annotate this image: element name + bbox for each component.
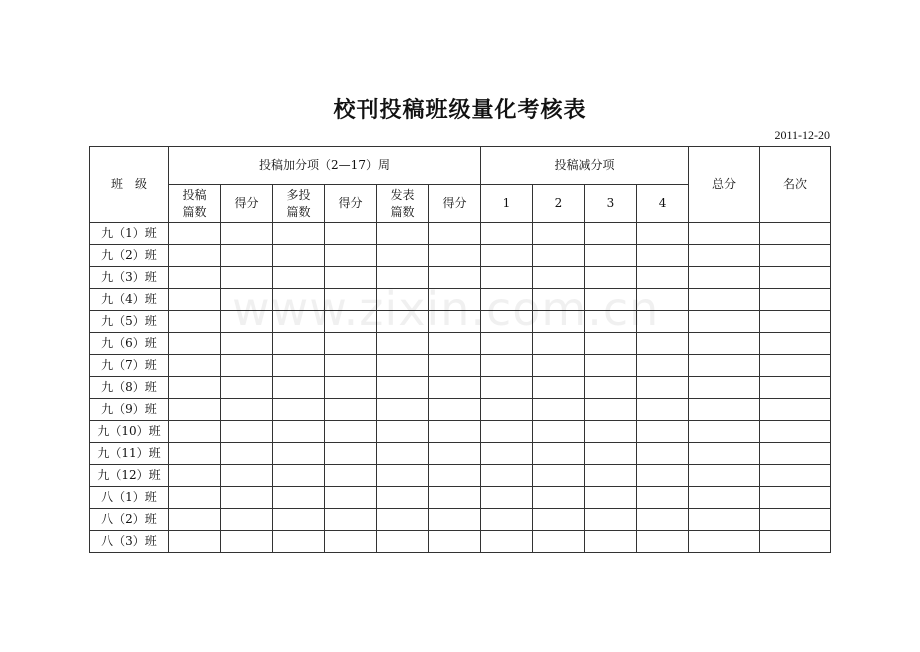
score-cell[interactable] <box>325 465 377 487</box>
score-cell[interactable] <box>377 509 429 531</box>
score-cell[interactable] <box>760 267 831 289</box>
minus-items-header: 投稿减分项 <box>481 147 689 185</box>
score-cell[interactable] <box>325 487 377 509</box>
score-cell[interactable] <box>377 421 429 443</box>
score-cell[interactable] <box>637 443 689 465</box>
score-cell[interactable] <box>221 245 273 267</box>
score-cell[interactable] <box>689 443 760 465</box>
header-row-1 <box>90 147 831 185</box>
score-cell[interactable] <box>481 465 533 487</box>
score-cell[interactable] <box>273 509 325 531</box>
score-cell[interactable] <box>689 311 760 333</box>
score-cell[interactable] <box>273 421 325 443</box>
class-name-cell: 九（4）班 <box>90 289 169 311</box>
score-cell[interactable] <box>760 355 831 377</box>
score-cell[interactable] <box>481 531 533 553</box>
sub-header-cell: 得分 <box>325 185 377 223</box>
class-name-cell: 九（11）班 <box>90 443 169 465</box>
table-row <box>90 355 831 377</box>
table-row <box>90 509 831 531</box>
total-score-header: 总分 <box>689 147 760 223</box>
score-cell[interactable] <box>429 443 481 465</box>
score-cell[interactable] <box>533 465 585 487</box>
score-cell[interactable] <box>637 531 689 553</box>
score-cell[interactable] <box>481 377 533 399</box>
score-cell[interactable] <box>585 509 637 531</box>
sub-header-cell: 投稿 篇数 <box>169 185 221 223</box>
score-cell[interactable] <box>637 509 689 531</box>
score-cell[interactable] <box>760 245 831 267</box>
score-cell[interactable] <box>169 245 221 267</box>
score-cell[interactable] <box>689 245 760 267</box>
score-cell[interactable] <box>533 443 585 465</box>
score-cell[interactable] <box>689 487 760 509</box>
score-cell[interactable] <box>585 531 637 553</box>
score-cell[interactable] <box>760 399 831 421</box>
score-cell[interactable] <box>273 399 325 421</box>
minus-item-header: 1 <box>481 185 533 223</box>
score-cell[interactable] <box>585 223 637 245</box>
minus-item-header: 4 <box>637 185 689 223</box>
class-name-cell: 九（8）班 <box>90 377 169 399</box>
class-name-cell: 八（1）班 <box>90 487 169 509</box>
score-cell[interactable] <box>637 223 689 245</box>
class-column-header: 班 级 <box>90 147 169 223</box>
table-row <box>90 223 831 245</box>
score-cell[interactable] <box>760 333 831 355</box>
score-cell[interactable] <box>429 421 481 443</box>
score-cell[interactable] <box>760 311 831 333</box>
score-cell[interactable] <box>689 421 760 443</box>
score-cell[interactable] <box>637 245 689 267</box>
score-cell[interactable] <box>689 399 760 421</box>
score-cell[interactable] <box>377 377 429 399</box>
score-cell[interactable] <box>585 399 637 421</box>
score-cell[interactable] <box>533 377 585 399</box>
score-cell[interactable] <box>169 487 221 509</box>
score-cell[interactable] <box>169 223 221 245</box>
score-cell[interactable] <box>689 531 760 553</box>
class-name-cell: 八（3）班 <box>90 531 169 553</box>
class-name-cell: 九（1）班 <box>90 223 169 245</box>
score-cell[interactable] <box>273 465 325 487</box>
score-cell[interactable] <box>325 531 377 553</box>
score-cell[interactable] <box>481 509 533 531</box>
score-cell[interactable] <box>760 487 831 509</box>
score-cell[interactable] <box>760 421 831 443</box>
class-name-cell: 九（6）班 <box>90 333 169 355</box>
watermark: www.zixin.com.cn <box>232 282 660 336</box>
score-cell[interactable] <box>325 421 377 443</box>
sub-header-cell: 得分 <box>429 185 481 223</box>
score-cell[interactable] <box>481 223 533 245</box>
score-cell[interactable] <box>221 465 273 487</box>
class-name-cell: 九（12）班 <box>90 465 169 487</box>
score-cell[interactable] <box>533 487 585 509</box>
score-cell[interactable] <box>481 421 533 443</box>
score-cell[interactable] <box>637 487 689 509</box>
score-cell[interactable] <box>429 245 481 267</box>
table-row <box>90 487 831 509</box>
score-cell[interactable] <box>221 487 273 509</box>
score-cell[interactable] <box>221 377 273 399</box>
class-name-cell: 九（10）班 <box>90 421 169 443</box>
score-cell[interactable] <box>585 421 637 443</box>
score-cell[interactable] <box>429 399 481 421</box>
score-cell[interactable] <box>760 443 831 465</box>
score-cell[interactable] <box>533 531 585 553</box>
score-cell[interactable] <box>169 443 221 465</box>
score-cell[interactable] <box>429 509 481 531</box>
sub-header-cell: 发表 篇数 <box>377 185 429 223</box>
score-cell[interactable] <box>221 443 273 465</box>
score-cell[interactable] <box>429 223 481 245</box>
score-cell[interactable] <box>637 421 689 443</box>
score-cell[interactable] <box>481 443 533 465</box>
score-cell[interactable] <box>481 245 533 267</box>
class-name-cell: 九（5）班 <box>90 311 169 333</box>
score-cell[interactable] <box>169 421 221 443</box>
score-cell[interactable] <box>377 399 429 421</box>
score-cell[interactable] <box>169 355 221 377</box>
class-name-cell: 九（7）班 <box>90 355 169 377</box>
class-name-cell: 八（2）班 <box>90 509 169 531</box>
score-cell[interactable] <box>273 487 325 509</box>
score-cell[interactable] <box>221 355 273 377</box>
score-cell[interactable] <box>273 355 325 377</box>
score-cell[interactable] <box>221 399 273 421</box>
score-cell[interactable] <box>585 443 637 465</box>
date-label: 2011-12-20 <box>774 128 830 142</box>
score-cell[interactable] <box>221 223 273 245</box>
score-cell[interactable] <box>169 399 221 421</box>
score-cell[interactable] <box>689 509 760 531</box>
table-row <box>90 465 831 487</box>
score-cell[interactable] <box>760 509 831 531</box>
score-cell[interactable] <box>637 399 689 421</box>
score-cell[interactable] <box>689 355 760 377</box>
score-cell[interactable] <box>585 377 637 399</box>
score-cell[interactable] <box>169 289 221 311</box>
score-cell[interactable] <box>637 377 689 399</box>
score-cell[interactable] <box>377 223 429 245</box>
table-row <box>90 421 831 443</box>
score-cell[interactable] <box>221 421 273 443</box>
score-cell[interactable] <box>533 421 585 443</box>
score-cell[interactable] <box>169 509 221 531</box>
score-cell[interactable] <box>325 443 377 465</box>
score-cell[interactable] <box>169 377 221 399</box>
minus-item-header: 2 <box>533 185 585 223</box>
score-cell[interactable] <box>325 509 377 531</box>
score-cell[interactable] <box>585 355 637 377</box>
score-cell[interactable] <box>481 399 533 421</box>
score-cell[interactable] <box>760 465 831 487</box>
score-cell[interactable] <box>689 333 760 355</box>
table-row <box>90 377 831 399</box>
score-cell[interactable] <box>325 223 377 245</box>
score-cell[interactable] <box>689 377 760 399</box>
class-name-cell: 九（2）班 <box>90 245 169 267</box>
score-cell[interactable] <box>481 355 533 377</box>
score-cell[interactable] <box>533 223 585 245</box>
score-cell[interactable] <box>533 509 585 531</box>
score-cell[interactable] <box>429 355 481 377</box>
score-cell[interactable] <box>273 223 325 245</box>
table-row <box>90 443 831 465</box>
score-cell[interactable] <box>169 333 221 355</box>
score-cell[interactable] <box>533 399 585 421</box>
score-cell[interactable] <box>585 245 637 267</box>
sub-header-cell: 多投 篇数 <box>273 185 325 223</box>
score-cell[interactable] <box>377 487 429 509</box>
score-cell[interactable] <box>221 531 273 553</box>
score-cell[interactable] <box>377 245 429 267</box>
score-cell[interactable] <box>273 531 325 553</box>
score-cell[interactable] <box>533 245 585 267</box>
rank-header: 名次 <box>760 147 831 223</box>
table-row <box>90 245 831 267</box>
score-cell[interactable] <box>273 377 325 399</box>
score-cell[interactable] <box>689 223 760 245</box>
score-cell[interactable] <box>637 465 689 487</box>
score-cell[interactable] <box>273 245 325 267</box>
score-cell[interactable] <box>169 267 221 289</box>
score-cell[interactable] <box>377 443 429 465</box>
score-cell[interactable] <box>377 465 429 487</box>
score-cell[interactable] <box>221 509 273 531</box>
score-cell[interactable] <box>429 531 481 553</box>
sub-header-cell: 得分 <box>221 185 273 223</box>
score-cell[interactable] <box>325 245 377 267</box>
score-cell[interactable] <box>760 289 831 311</box>
score-cell[interactable] <box>760 531 831 553</box>
class-name-cell: 九（3）班 <box>90 267 169 289</box>
score-cell[interactable] <box>169 531 221 553</box>
score-cell[interactable] <box>689 465 760 487</box>
score-cell[interactable] <box>585 487 637 509</box>
class-name-cell: 九（9）班 <box>90 399 169 421</box>
score-cell[interactable] <box>169 465 221 487</box>
score-cell[interactable] <box>481 487 533 509</box>
score-cell[interactable] <box>169 311 221 333</box>
minus-item-header: 3 <box>585 185 637 223</box>
score-cell[interactable] <box>585 465 637 487</box>
score-cell[interactable] <box>637 355 689 377</box>
score-cell[interactable] <box>273 443 325 465</box>
assessment-table <box>89 146 831 553</box>
score-cell[interactable] <box>325 355 377 377</box>
score-cell[interactable] <box>760 377 831 399</box>
score-cell[interactable] <box>429 377 481 399</box>
score-cell[interactable] <box>429 487 481 509</box>
score-cell[interactable] <box>689 267 760 289</box>
score-cell[interactable] <box>429 465 481 487</box>
table-row <box>90 399 831 421</box>
page-title: 校刊投稿班级量化考核表 <box>333 98 587 123</box>
score-cell[interactable] <box>760 223 831 245</box>
score-cell[interactable] <box>689 289 760 311</box>
score-cell[interactable] <box>325 399 377 421</box>
score-cell[interactable] <box>325 377 377 399</box>
table-row <box>90 531 831 553</box>
score-cell[interactable] <box>533 355 585 377</box>
score-cell[interactable] <box>377 531 429 553</box>
add-items-header: 投稿加分项（2—17）周 <box>169 147 481 185</box>
score-cell[interactable] <box>377 355 429 377</box>
